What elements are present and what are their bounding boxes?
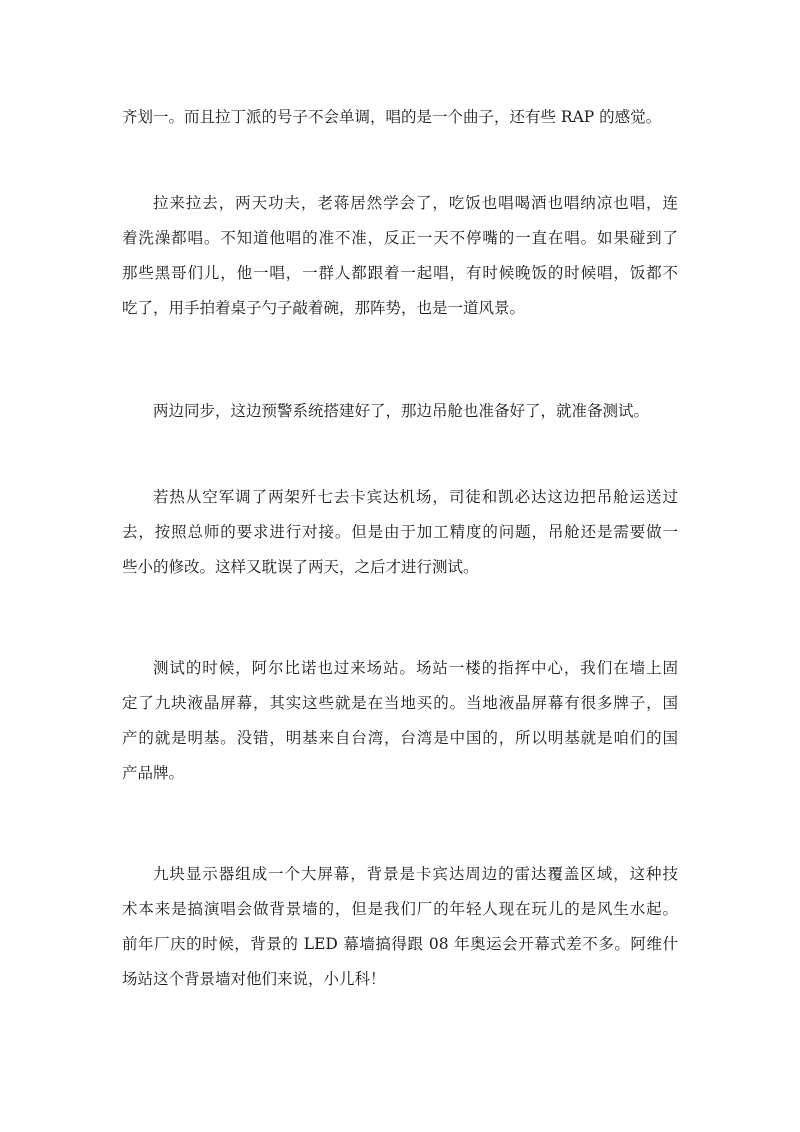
paragraph-line: 些小的修改。这样又耽误了两天，之后才进行测试。: [122, 558, 479, 576]
paragraph-line: 测试的时候，阿尔比诺也过来场站。场站一楼的指挥中心，我们在墙上固: [153, 659, 678, 677]
paragraph-line: 那些黑哥们儿，他一唱，一群人都跟着一起唱，有时候晚饭的时候唱，饭都不: [122, 264, 678, 282]
paragraph-line: 九块显示器组成一个大屏幕，背景是卡宾达周边的雷达覆盖区域，这种技: [153, 865, 678, 883]
paragraph-line: 齐划一。而且拉丁派的号子不会单调，唱的是一个曲子，还有些 RAP 的感觉。: [122, 108, 662, 126]
paragraph-line: 着洗澡都唱。不知道他唱的准不准，反正一天不停嘴的一直在唱。如果碰到了: [122, 229, 678, 247]
paragraph-line: 吃了，用手拍着桌子勺子敲着碗，那阵势，也是一道风景。: [122, 299, 526, 317]
paragraph-line: 去，按照总师的要求进行对接。但是由于加工精度的问题，吊舱还是需要做一: [122, 523, 678, 541]
paragraph-line: 两边同步，这边预警系统搭建好了，那边吊舱也准备好了，就准备测试。: [153, 402, 650, 420]
paragraph-line: 若热从空军调了两架歼七去卡宾达机场，司徒和凯必达这边把吊舱运送过: [153, 488, 678, 506]
paragraph-line: 产的就是明基。没错，明基来自台湾，台湾是中国的，所以明基就是咱们的国: [122, 729, 678, 747]
paragraph-line: 定了九块液晶屏幕，其实这些就是在当地买的。当地液晶屏幕有很多牌子，国: [122, 694, 678, 712]
paragraph-line: 产品牌。: [122, 764, 185, 782]
paragraph-line: 拉来拉去，两天功夫，老蒋居然学会了，吃饭也唱喝酒也唱纳凉也唱，连: [153, 194, 678, 212]
paragraph-line: 场站这个背景墙对他们来说，小儿科！: [122, 970, 386, 988]
paragraph-line: 前年厂庆的时候，背景的 LED 幕墙搞得跟 08 年奥运会开幕式差不多。阿维什: [122, 935, 678, 953]
paragraph-line: 术本来是搞演唱会做背景墙的，但是我们厂的年轻人现在玩儿的是风生水起。: [122, 900, 678, 918]
